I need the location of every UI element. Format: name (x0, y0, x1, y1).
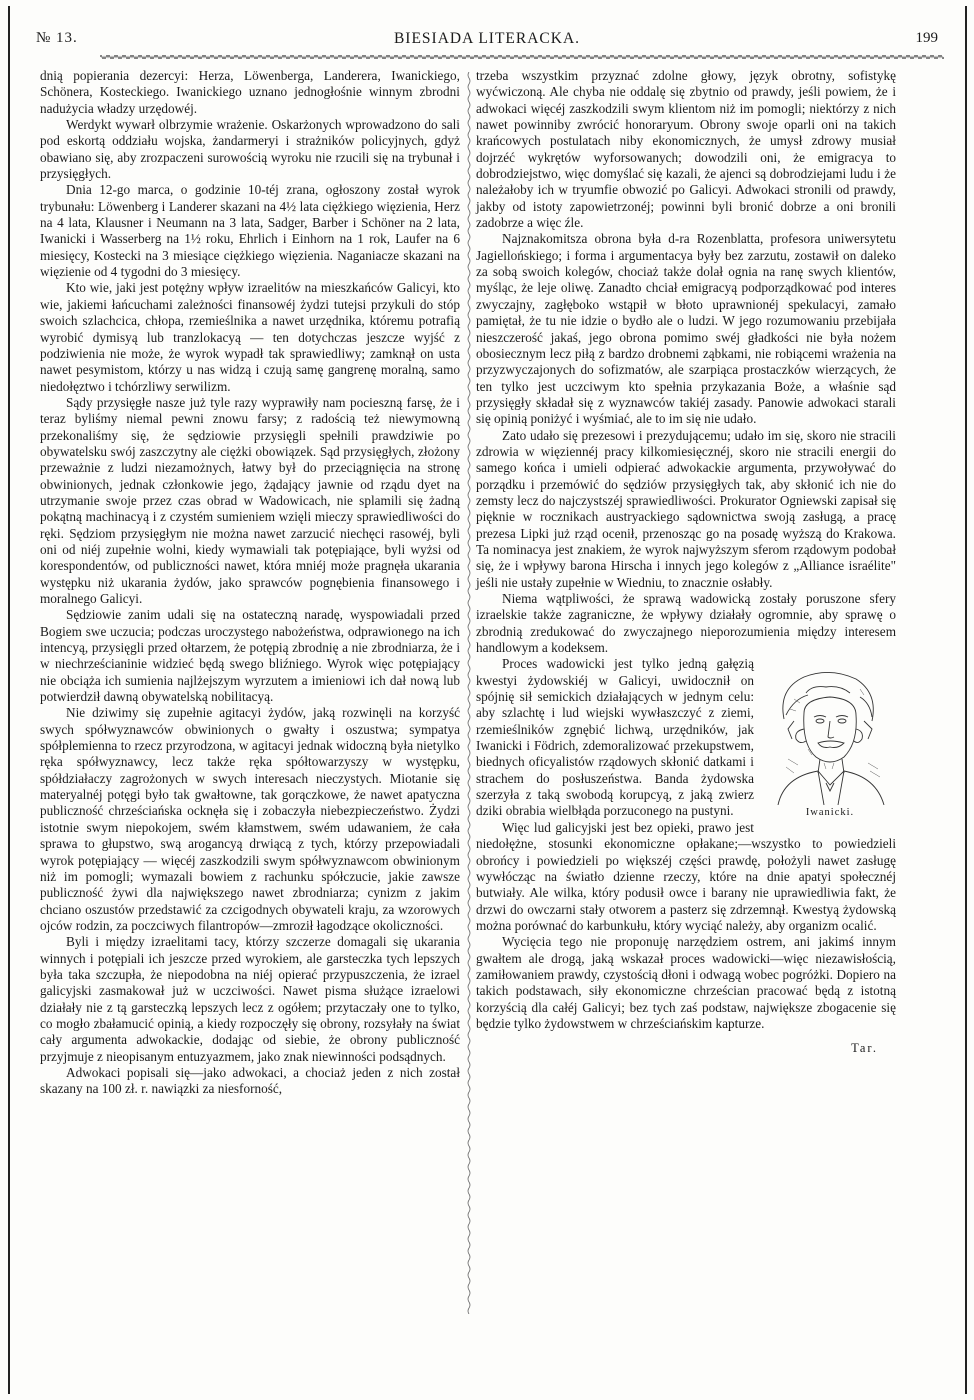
publication-title: BIESIADA LITERACKA. (393, 30, 581, 47)
page-header (36, 30, 938, 52)
portrait-engraving-icon (764, 659, 896, 805)
paragraph: Adwokaci popisali się—jako adwokaci, a chociaż jeden z nich został skazany na 100 zł. r. nawiązki za niesforność, (40, 1064, 460, 1097)
portrait-caption: Iwanicki. (805, 807, 855, 819)
paragraph: Nie dziwimy się zupełnie agitacyi żydów, jaką rozwinęli na korzyść swych spółwyznawców obwinionych o gwałty i oszustwa; sympatya spółplemienna to rzecz przyrodzona, w agitacyi jednak widoczną była nietylko ręka spółwyznawcy, lecz także ręka spółtowarzyszy w występku, spółdziałaczy zagrożonych w swych interesach nieczystych. Miotanie się materyalnéj potęgi było tak gwałtowne, tak gorączkowe, że nawet apatyczna publiczność chrześciańska ocknęła się i zobaczyła niebezpieczeństwo. Żydzi istotnie swym niepokojem, swém kłamstwem, swém udawaniem, że cała sprawa to głupstwo, swą arogancyą drwiącą z tych, którzy przepowiadali wyrok potępiający — więcéj zaszkodzili swym spółwyznawcom obwinionym niż im pomogli; wymazali bowiem z rachunku spółczucie, jakie zawsze publiczność żywi dla największego nawet zbrodniarza; cynizm z jakim chciano oszustów przedstawić za czcigodnych obywateli kraju, za wzorowych ojców rodzin, za poczciwych filantropów—zmroził łagodzące okoliczności. (40, 705, 460, 933)
right-column (476, 68, 896, 1057)
column-divider (467, 72, 471, 1314)
page-frame-right (965, 6, 967, 1394)
paragraph: Niema wątpliwości, że sprawą wadowicką zostały poruszone sfery izraelskie także zagraniczne, że wpływy działały ogromnie, aby sprawę o zbrodnią zredukować do zwyczajnego nieporozumienia między interesem handlowym a kodeksem. (476, 591, 896, 656)
paragraph: Sądy przysięgłe nasze już tyle razy wyprawiły nam pocieszną farsę, że i teraz byliśmy niemal pewni znowu farsy; z radością też niewymowną przekonaliśmy się, że sędziowie przysięgli spełnili prawdziwie po obywatelsku swój zaszczytny ale ciężki obowiązek. Sąd przysięgłych, złożony przeważnie z ludzi niezamożnych, łatwy był do przeciągnięcia na stronę obwinionych, jednak członkowie jego, żądający jawnie od rządu dyet na utrzymanie swoje przez czas obrad w Wadowicach, nie splamili się żadną pokątną machinacyą i z czystém sumieniem wzięli mieczy sprawiedliwości do ręki. Sędziom przysięgłym nie można nawet zarzucić niechęci rasowéj, byli oni od niéj zupełnie wolni, kiedy wymawiali tak potępiające, byli wyżsi od korespondentów, od publiczności nawet, która mniéj może pragnęła ukarania występku niż ukarania żydów, jako sprawców pognębienia finansowego i moralnego Galicyi. (40, 394, 460, 606)
paragraph: Zato udało się prezesowi i prezydującemu; udało im się, skoro nie stracili zdrowia w więziennéj pracy kilkomiesięcznéj, skoro nie stracili energii do samego końca i umieli odpierać adwokackie argumenta, przywoływać do porządku i przemówić do sędziów przysięgłych tak, aby skłonić ich nie do zemsty lecz do najczystszéj sprawiedliwości. Prokurator Ogniewski zapisał się pięknie w rocznikach austryackiego sądownictwa swoją zasługą, a pracę prezesa Lipki już rząd ocenił, przenosząc go na posadę wyższą do Krakowa. Ta nominacya jest znakiem, że wyrok najwyższym sferom rządowym podobał się, że i wpływy barona Hirscha i innych jego kolegów z „Alliance israélite" jeśli nie ustały zupełnie w Wiedniu, to znacznie osłabły. (476, 427, 896, 590)
paragraph: Werdykt wywarł olbrzymie wrażenie. Oskarżonych wprowadzono do sali pod eskortą oddziału wojska, żandarmeryi i strażników policyjnych, gdyż obawiano się, aby zrozpaczeni surowością wyroku nie rzucili się na trybunał i przysięgłych. (40, 117, 460, 182)
portrait-wrap-block (476, 656, 896, 934)
header-wavy-rule (100, 54, 944, 60)
portrait-figure (764, 659, 896, 821)
paragraph: dnią popierania dezercyi: Herza, Löwenberga, Landerera, Iwanickiego, Schönera, Kosteckiego. Iwanickiego uznano jednogłośnie winnym zbrodni nadużycia władzy urzędowéj. (40, 68, 460, 116)
paragraph: Sędziowie zanim udali się na ostateczną naradę, wyspowiadali przed Bogiem swe uczucia; podczas uroczystego nabożeństwa, odprawionego na ich intencyą, przysięgli przed ołtarzem, że potępią zbrodnię a nie zbrodniarza, że i w niechrześcianinie widzieć będą swego bliźniego. Wyrok więc potępiający nie obciąża ich sumienia najlżejszym wyrzutem a imieniowi ich dał nową lub potwierdził dawną obywatelską nobilitacyą. (40, 607, 460, 705)
paragraph: Wycięcia tego nie proponuję narzędziem ostrem, ani jakimś innym gwałtem ale drogą, jaką wskazał proces wadowicki—więc niezawisłością, zamiłowaniem prawdy, czystością dłoni i odwagą wobec pogróżki. Dopiero na takich podstawach, siły ekonomiczne chrześcian pracować będą z istotną korzyścią dla całéj Galicyi; bez tych zaś podstaw, największe zbogacenie się będzie tylko żydowstwem w chrześciańskim kapturze. (476, 934, 896, 1031)
paragraph: Proces wadowicki jest tylko jedną gałęzią kwestyi żydowskiéj w Galicyi, uwidocznił on spójnię sił semickich działających w jednym celu: aby szlachtę i lud wiejski wywłaszczyć z ziemi, rzemieślników zgnębić lichwą, urzędników, jak Iwanicki i Födrich, zdemoralizować przekupstwem, biednych oficyalistów rządowych skłonić datkami i strachem do posłuszeństwa. Banda żydowska szerzyła z taką swobodą korupcyą, z jaką zwierz dziki obrabia wielbłąda porzuconego na pustyni. (476, 656, 754, 819)
issue-number: № 13. (36, 30, 78, 46)
paragraph: Dnia 12-go marca, o godzinie 10-téj zrana, ogłoszony został wyrok trybunału: Löwenberg i Landerer skazani na 4½ lata ciężkiego więzienia, Herz na 4 lata, Klausner i Neumann na 3 lata, Sadger, Barber i Schöner na 2 lata, Iwanicki i Wasserberg na 1½ roku, Ehrlich i Einhorn na 1 rok, Laufer na 6 miesięcy, Kostecki na 3 miesiące ciężkiego więzienia. Naganiacze skazani na więzienie od 4 tygodni do 3 miesięcy. (40, 182, 460, 280)
page-number: 199 (915, 30, 938, 46)
paragraph: Byli i między izraelitami tacy, którzy szczerze domagali się ukarania winnych i potępiali ich jeszcze przed wyrokiem, ale garsteczka tych lepszych była taka szczupła, że niepodobna na niéj opierać przypuszczenia, że izrael galicyjski zasmakował już w uczciwości. Nawet pisma służące izraelowi działały nie z tą garsteczką lepszych lecz z ogółem; przytaczały one to tylko, co mogło zbałamucić opinią, a kiedy rozpoczęły się obrony, rozsyłały na świat cały argumenta adwokackie, dodając od siebie, że obrony publiczność przyjmuje z nieopisanym entuzyazmem, jako znak niewinności podsądnych. (40, 934, 460, 1064)
paragraph: Kto wie, jaki jest potężny wpływ izraelitów na mieszkańców Galicyi, kto wie, jakiemi łańcuchami zależności finansowéj żydzi tutejsi przykuli do stóp swoich szlachcica, chłopa, rzemieślnika a nawet urzędnika, któremu potrafią wyrobić dymisyą lub tranzlokacyą — ten dotychczas jeszcze wyjść z podziwienia nie może, że wyrok wypadł tak sprawiedliwy; zamknął on usta nawet pesymistom, którzy u nas widzą i czują samę gangrenę moralną, samo niedołęztwo i tchórzliwy serwilizm. (40, 280, 460, 394)
paragraph: trzeba wszystkim przyznać zdolne głowy, język obrotny, sofistykę wyćwiczoną. Ale chyba nie oddalę się zbytnio od prawdy, jeśli powiem, że i adwokaci więcéj zaszkodzili swym klientom niż im pomogli; niektórzy z nich nawet powinniby zwrócić honoraryum. Obrony swoje oparli oni na takich krańcowych postulatach niby ekonomicznych, że umysł zdrowy musiał dojrzéć wykrętów wyforsowanych; dowodzili oni, że emigracya to dobrodziejstwo, więc domyślać się kazali, że ajenci są dobrodziejami ludu i że należałoby ich w tryumfie obwozić po Galicyi. Adwokaci stronili od prawdy, jakby od istoty zapowietrzonéj; powinni byli bronić dobrze a oni bronili zadobrze a więc źle. (476, 68, 896, 231)
page-frame-left (8, 6, 10, 1394)
paragraph: Najznakomitsza obrona była d-ra Rozenblatta, profesora uniwersytetu Jagiellońskiego; i forma i argumentacya były bez zarzutu, zostawił on daleko za sobą swoich kolegów, chociaż także dolał ognia na ranę swych klientów, myśląc, że leje oliwę. Zanadto chciał emigracyą podporządkować pod interes zwyczajny, zagłęboko wstąpił w błoto uprawnionéj spekulacyi, zamało pamiętał, że tu nie idzie o bydło ale o ludzi. W jego rozumowaniu przebijała nieszczerość jakaś, jego obrona pomimo swéj gładkości nie była nożem obosiecznym lecz piłą z bardzo drobnemi ząbkami, nie robiącemi wrażenia na przyzwyczajonych do sofizmatów, ale szarpiąca prostaczków wierzących, że ten tylko jest uczciwym kto spełnia przykazania Boże, a właśnie sąd przysięgły składał się z wyznawców takiéj zasady. Panowie adwokaci starali się opinią poniżyć i wyśmiać, ale to im się nie udało. (476, 231, 896, 427)
left-column (40, 68, 460, 1098)
author-signature: Tar. (851, 1041, 878, 1056)
paragraph: Więc lud galicyjski jest bez opieki, prawo jest niedołężne, stosunki ekonomiczne opłakane;—wszystko to powiedzieli obrońcy i powiedzieli po większéj części prawdę, położyli nawet zasługę wywłócząc na światło dzienne rzeczy, które na dnie apatyi społecznéj butwiały. Ale wilka, który podusił owce i barany nie uprawiedliwia fakt, że drzwi do owczarni stały otworem a pasterz się zdrzemnął. Kwestyą żydowską można porównać do karbunkułu, który wyciąć należy, aby organizm ocalić. (476, 819, 896, 933)
